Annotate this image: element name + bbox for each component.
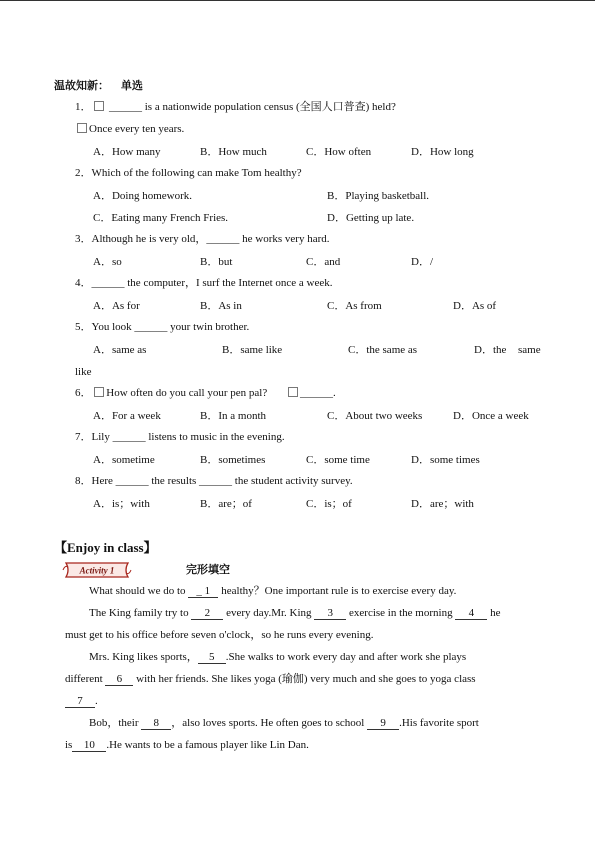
question-text: Which of the following can make Tom healthy?	[91, 167, 302, 179]
cloze-blank-6: 6	[105, 673, 133, 686]
cloze-blank-9: 9	[367, 717, 399, 730]
cloze-line-6	[65, 695, 98, 708]
cloze-text: .His favorite sport	[399, 717, 479, 729]
cloze-text: ，also loves sports. He often goes to school	[171, 717, 368, 729]
option-d: D．/	[411, 256, 433, 268]
option-a: A．Doing homework.	[93, 190, 192, 202]
question-text: Here	[91, 475, 116, 487]
question-number: 8．	[75, 475, 92, 487]
cloze-blank-8: 8	[141, 717, 171, 730]
option-b: B．are；of	[200, 498, 252, 510]
option-b: B．sometimes	[200, 454, 266, 466]
option-a: A．As for	[93, 300, 140, 312]
option-a: A．For a week	[93, 410, 161, 422]
question-1	[75, 101, 396, 114]
answer-blank: ______	[199, 475, 233, 487]
cloze-text: every day.Mr. King	[223, 607, 315, 619]
cloze-text: he	[487, 607, 501, 619]
answer-blank: ______	[91, 277, 125, 289]
question-text: the student activity survey.	[232, 475, 353, 487]
question-text: he works very hard.	[239, 233, 330, 245]
answer-blank: ______	[112, 431, 146, 443]
placeholder-box-icon	[77, 123, 87, 133]
option-b: B．In a month	[200, 410, 266, 422]
option-d: D．As of	[453, 300, 497, 312]
question-3	[75, 233, 330, 246]
option-d-continued: same	[518, 344, 541, 356]
option-c: C．About two weeks	[327, 410, 423, 422]
cloze-blank-2: 2	[191, 607, 223, 620]
cloze-line-5	[65, 673, 476, 686]
option-d: D．Getting up late.	[327, 212, 415, 224]
question-number: 6．	[75, 387, 92, 399]
section-subtitle: 单选	[120, 79, 143, 92]
cloze-text: healthy？One important rule is to exercise every day.	[221, 585, 457, 597]
cloze-blank-7: 7	[65, 695, 95, 708]
question-number: 2．	[75, 167, 92, 179]
cloze-text: The King family try to	[89, 607, 192, 619]
badge-label: Activity 1	[79, 565, 115, 576]
question-number: 3．	[75, 233, 92, 245]
option-c: C．As from	[327, 300, 382, 312]
cloze-blank-3: 3	[314, 607, 346, 620]
question-5	[75, 321, 249, 334]
option-c: C．the same as	[348, 344, 418, 356]
cloze-text: Bob，their	[89, 717, 142, 729]
question-number: 5．	[75, 321, 92, 333]
option-c: C．Eating many French Fries.	[93, 212, 229, 224]
option-d: D．some times	[411, 454, 480, 466]
placeholder-box-icon	[94, 387, 104, 397]
question-8	[75, 475, 353, 488]
cloze-blank-1: _ 1	[188, 585, 218, 598]
option-d: D．the	[474, 344, 507, 356]
option-a: A．sometime	[93, 454, 155, 466]
answer-blank: ______	[134, 321, 168, 333]
section-title: 温故知新：	[54, 79, 109, 92]
answer-blank: ______	[206, 233, 240, 245]
question-text: your twin brother.	[167, 321, 250, 333]
option-b: B．but	[200, 256, 233, 268]
section-enjoy-heading: 【Enjoy in class】	[54, 540, 157, 555]
option-b: B．As in	[200, 300, 242, 312]
question-1-prompt	[77, 123, 184, 136]
cloze-subtitle: 完形填空	[186, 563, 230, 576]
cloze-text: .She walks to work every day and after work she plays	[225, 651, 467, 663]
cloze-text: different	[65, 673, 106, 685]
question-number: 4．	[75, 277, 92, 289]
cloze-line-8	[65, 739, 309, 752]
question-2	[75, 167, 302, 180]
option-d-wrap: like	[75, 366, 92, 378]
answer-blank: ______	[115, 475, 149, 487]
cloze-text: .He wants to be a famous player like Lin Dan.	[106, 739, 309, 751]
cloze-line-2	[89, 607, 500, 620]
option-a: A．same as	[93, 344, 147, 356]
question-number: 1．	[75, 101, 92, 113]
option-b: B．same like	[222, 344, 283, 356]
section-review-heading	[54, 79, 143, 92]
answer-prompt: Once every ten years.	[89, 123, 185, 135]
cloze-blank-4: 4	[455, 607, 487, 620]
option-c: C．How often	[306, 146, 372, 158]
cloze-text: with her friends. She likes yoga (瑜伽) very much and she goes to yoga class	[133, 673, 476, 685]
option-c: C．some time	[306, 454, 370, 466]
cloze-text: exercise in the morning	[346, 607, 456, 619]
question-6	[75, 387, 336, 400]
question-7	[75, 431, 285, 444]
question-text: Lily	[91, 431, 113, 443]
option-d: D．are；with	[411, 498, 474, 510]
cloze-blank-10: 10	[72, 739, 106, 752]
option-a: A．How many	[93, 146, 161, 158]
question-text: Although he is very old，	[91, 233, 207, 245]
cloze-line-4	[89, 651, 466, 664]
answer-blank: ______	[109, 101, 142, 113]
option-b: B．How much	[200, 146, 267, 158]
question-text: is a nationwide population census (全国人口普查) held?	[142, 101, 396, 113]
cloze-line-3: must get to his office before seven o'clock，so he runs every evening.	[65, 629, 374, 641]
option-b: B．Playing basketball.	[327, 190, 430, 202]
question-text: listens to music in the evening.	[145, 431, 285, 443]
question-text: the results	[148, 475, 200, 487]
cloze-blank-5: 5	[198, 651, 226, 664]
cloze-line-7	[89, 717, 479, 730]
question-text: How often do you call your pen pal?	[106, 387, 268, 399]
cloze-text: is	[65, 739, 73, 751]
placeholder-box-icon	[94, 101, 104, 111]
placeholder-box-icon	[288, 387, 298, 397]
option-c: C．and	[306, 256, 341, 268]
cloze-text: .	[95, 695, 98, 707]
cloze-text: What should we do to	[89, 585, 189, 597]
activity-badge-icon	[62, 561, 132, 579]
question-number: 7．	[75, 431, 92, 443]
option-a: A．so	[93, 256, 122, 268]
cloze-line-1	[89, 585, 456, 598]
option-a: A．is；with	[93, 498, 150, 510]
question-4	[75, 277, 333, 290]
option-c: C．is；of	[306, 498, 352, 510]
cloze-text: Mrs. King likes sports，	[89, 651, 198, 663]
question-text: the computer，I surf the Internet once a week.	[124, 277, 333, 289]
question-text: You look	[91, 321, 135, 333]
option-d: D．Once a week	[453, 410, 529, 422]
option-d: D．How long	[411, 146, 474, 158]
answer-blank: ______.	[299, 387, 336, 399]
